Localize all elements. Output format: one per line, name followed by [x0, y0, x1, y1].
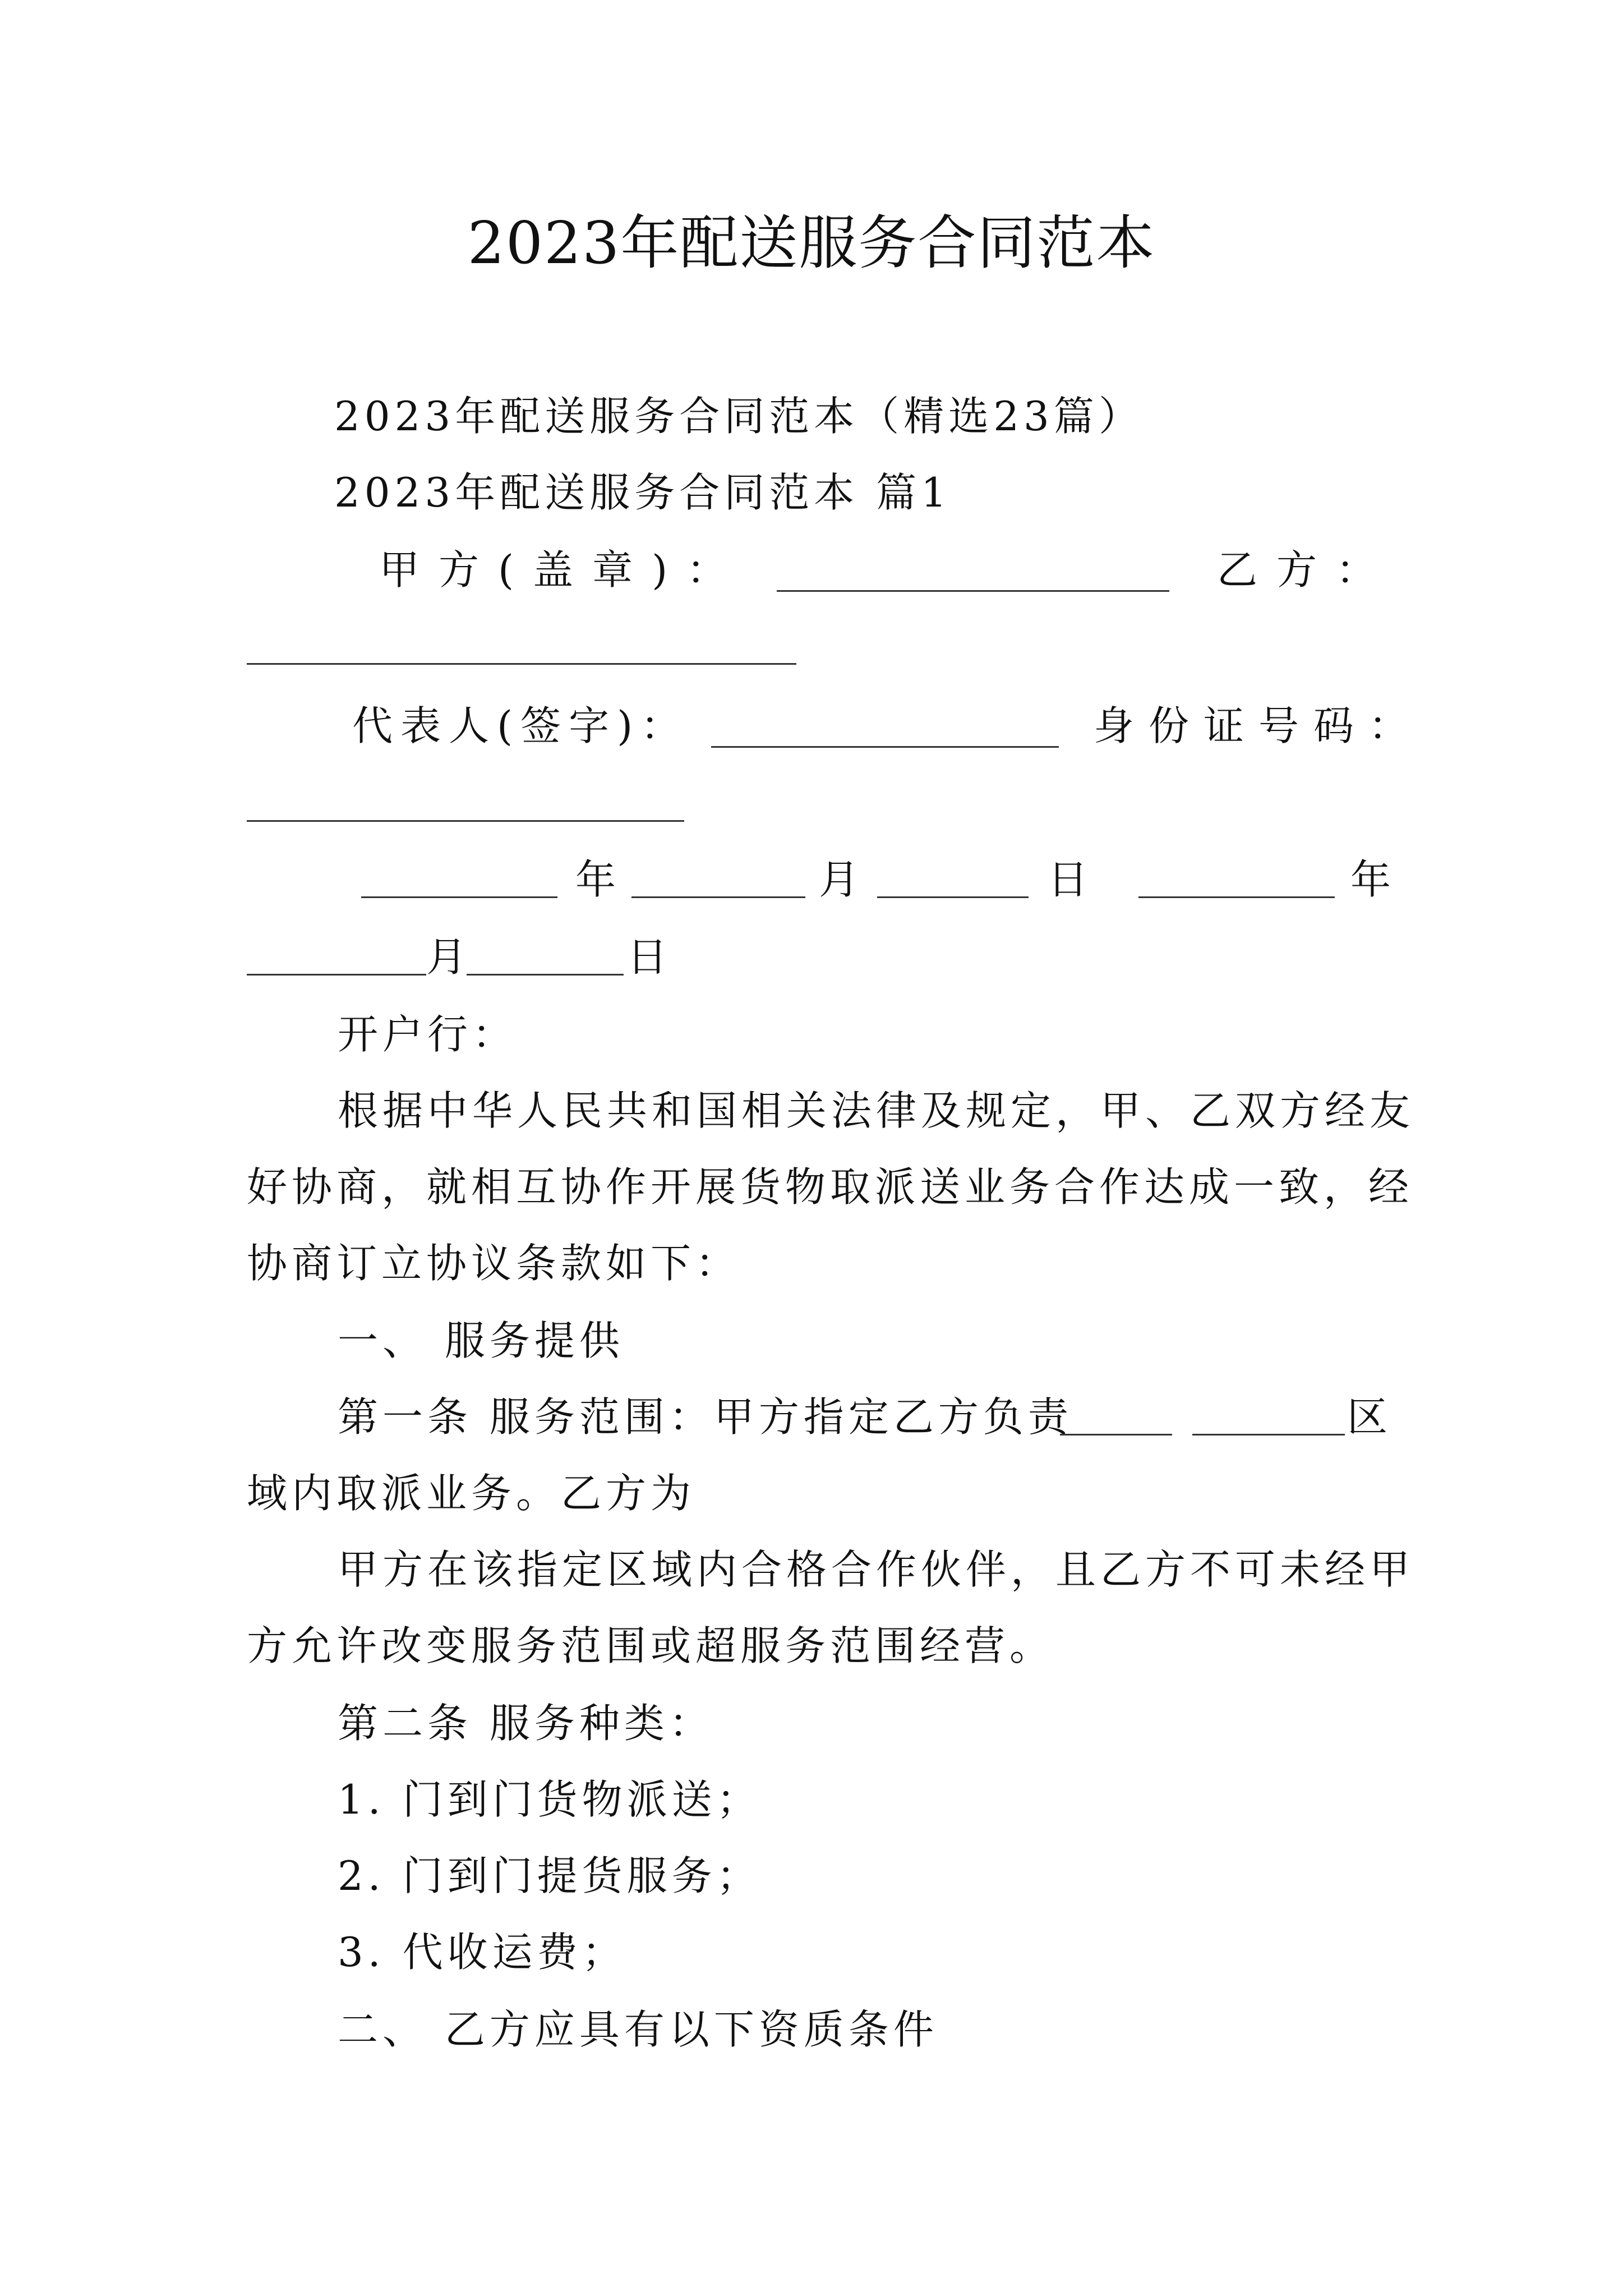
- section-1-heading: 一、 服务提供: [338, 1317, 624, 1364]
- date-b-year-blank: [1138, 896, 1335, 898]
- date-b-month-blank: [247, 974, 426, 976]
- party-b-blank: [247, 663, 796, 665]
- representative-blank: [711, 746, 1059, 748]
- id-number-label: 身份证号码：: [1094, 702, 1424, 749]
- date-a-month-blank: [631, 896, 805, 898]
- document-title: 2023年配送服务合同范本: [467, 209, 1156, 277]
- date-b-day-blank: [467, 974, 624, 976]
- section-2-heading: 二、 乙方应具有以下资质条件: [338, 2006, 938, 2053]
- article-1-blank-1: [1060, 1434, 1172, 1435]
- service-item-1: 1. 门到门货物派送；: [338, 1776, 762, 1823]
- service-item-3: 3. 代收运费；: [338, 1929, 627, 1976]
- date-a-day-blank: [877, 896, 1029, 898]
- date-a-year-blank: [361, 896, 557, 898]
- intro-line-2: 好协商，就相互协作开展货物取派送业务合作达成一致，经: [247, 1163, 1414, 1211]
- date-a-year-label: 年: [575, 856, 621, 903]
- intro-line-3: 协商订立协议条款如下：: [247, 1240, 741, 1287]
- section-heading: 2023年配送服务合同范本 篇1: [334, 469, 951, 516]
- id-number-blank: [247, 820, 684, 822]
- date-b-month-label: 月: [426, 933, 472, 981]
- intro-line-1: 根据中华人民共和国相关法律及规定，甲、乙双方经友: [338, 1087, 1415, 1134]
- party-a-label: 甲方(盖章)：: [379, 546, 746, 593]
- date-a-day-label: 日: [1048, 856, 1093, 903]
- article-1-suffix: 区: [1347, 1393, 1393, 1441]
- article-1-para-2-line-2: 方允许改变服务范围或超服务范围经营。: [247, 1622, 1055, 1669]
- bank-label: 开户行：: [338, 1011, 518, 1058]
- article-2-heading: 第二条 服务种类：: [338, 1700, 714, 1747]
- article-1-para-2-line-1: 甲方在该指定区域内合格合作伙伴，且乙方不可未经甲: [338, 1546, 1415, 1593]
- date-b-day-label: 日: [627, 933, 672, 981]
- party-a-blank: [777, 590, 1169, 592]
- service-item-2: 2. 门到门提货服务；: [338, 1852, 762, 1899]
- document-subtitle: 2023年配送服务合同范本（精选23篇）: [334, 393, 1144, 440]
- article-1-line-2: 域内取派业务。乙方为: [247, 1470, 696, 1517]
- party-b-label: 乙方：: [1217, 546, 1396, 593]
- article-1-prefix: 第一条 服务范围：甲方指定乙方负责: [338, 1393, 1073, 1441]
- representative-label: 代表人(签字)：: [352, 702, 689, 749]
- article-1-blank-2: [1192, 1434, 1345, 1435]
- date-b-year-label: 年: [1350, 856, 1396, 903]
- date-a-month-label: 月: [819, 856, 864, 903]
